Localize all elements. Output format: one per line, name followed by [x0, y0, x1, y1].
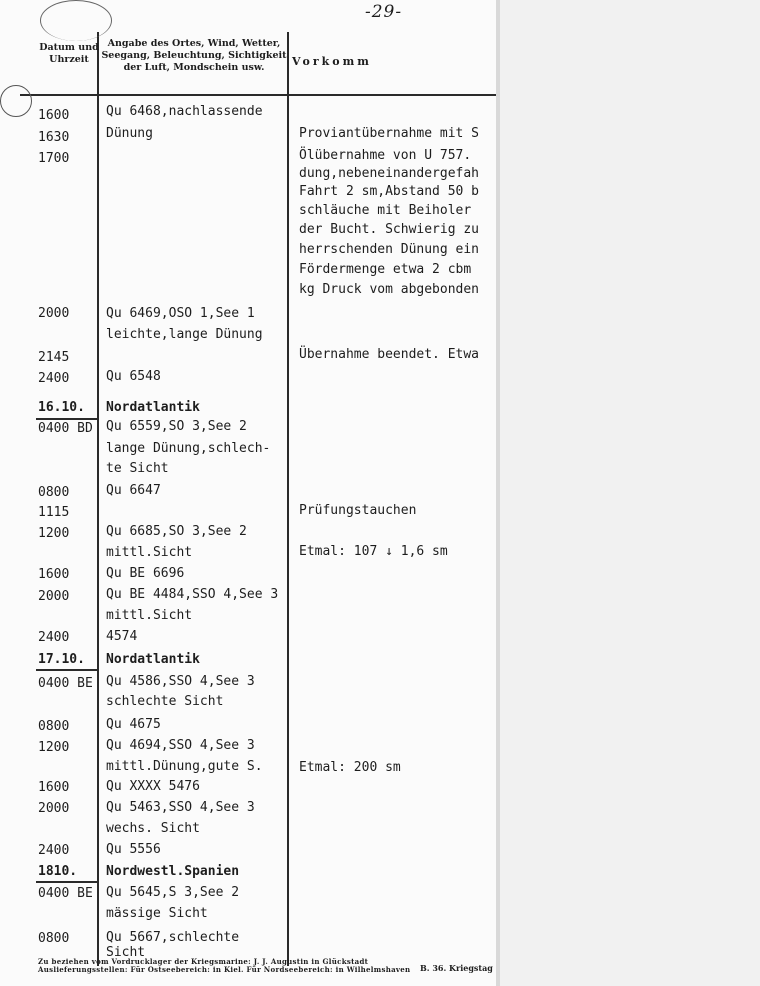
location-cell: Dünung — [106, 126, 153, 141]
date-underline — [36, 418, 98, 420]
location-cell: Qu 6559,SO 3,See 2 — [106, 419, 247, 434]
event-cell: schläuche mit Beiholer — [299, 203, 472, 218]
event-cell: Fahrt 2 sm,Abstand 50 b — [299, 184, 480, 199]
event-cell: herrschenden Dünung ein — [299, 242, 480, 257]
header-rule — [20, 94, 500, 96]
location-cell: Qu 5667,schlechte — [106, 930, 240, 945]
event-cell: Fördermenge etwa 2 cbm — [299, 262, 472, 277]
location-cell: leichte,lange Dünung — [106, 327, 263, 342]
time-cell: 0800 — [38, 485, 70, 500]
time-cell: 2000 — [38, 801, 70, 816]
location-cell: Qu 6468,nachlassende — [106, 104, 263, 119]
location-cell: Qu 4675 — [106, 717, 161, 732]
time-cell: 0400 BE — [38, 676, 93, 691]
footer-line: Zu beziehen vom Vordrucklager der Kriegsmarine: J. J. Augustin in Glückstadt — [38, 957, 369, 966]
day-date: 16.10. — [38, 400, 85, 415]
event-cell: der Bucht. Schwierig zu — [299, 222, 480, 237]
page-number: -29- — [365, 2, 403, 22]
location-cell: Sicht — [106, 945, 146, 960]
time-cell: 1600 — [38, 108, 70, 123]
event-cell: Proviantübernahme mit S — [299, 126, 480, 141]
location-cell: Qu 5556 — [106, 842, 161, 857]
date-underline — [36, 881, 98, 883]
time-cell: 2400 — [38, 843, 70, 858]
pen-scribble-top — [40, 0, 112, 41]
time-cell: 2000 — [38, 589, 70, 604]
event-cell: Übernahme beendet. Etwa — [299, 347, 480, 362]
time-cell: 1200 — [38, 740, 70, 755]
time-cell: 0800 — [38, 931, 70, 946]
time-cell: 1700 — [38, 151, 70, 166]
location-cell: schlechte Sicht — [106, 694, 224, 709]
day-date: 1810. — [38, 864, 78, 879]
location-cell: te Sicht — [106, 461, 169, 476]
day-area: Nordwestl.Spanien — [106, 864, 240, 879]
time-cell: 0400 BE — [38, 886, 93, 901]
location-cell: Qu 5645,S 3,See 2 — [106, 885, 240, 900]
event-cell: dung,nebeneinandergefah — [299, 166, 480, 181]
time-cell: 0800 — [38, 719, 70, 734]
location-cell: Qu 6469,OSO 1,See 1 — [106, 306, 255, 321]
column-divider-1 — [97, 32, 99, 966]
location-cell: Qu 6548 — [106, 369, 161, 384]
day-date: 17.10. — [38, 652, 85, 667]
pen-scribble — [0, 85, 32, 117]
time-cell: 1600 — [38, 567, 70, 582]
time-cell: 1600 — [38, 780, 70, 795]
day-area: Nordatlantik — [106, 400, 200, 415]
event-cell: kg Druck vom abgebonden — [299, 282, 480, 297]
time-cell: 1115 — [38, 505, 70, 520]
header-events: Vorkomm — [292, 55, 372, 68]
location-cell: mässige Sicht — [106, 906, 208, 921]
location-cell: lange Dünung,schlech- — [106, 441, 271, 456]
location-cell: Qu 4694,SSO 4,See 3 — [106, 738, 255, 753]
location-cell: Qu BE 6696 — [106, 566, 185, 581]
event-cell: Etmal: 200 sm — [299, 760, 401, 775]
time-cell: 2400 — [38, 371, 70, 386]
time-cell: 2145 — [38, 350, 70, 365]
day-area: Nordatlantik — [106, 652, 200, 667]
location-cell: mittl.Sicht — [106, 545, 193, 560]
event-cell: Prüfungstauchen — [299, 503, 417, 518]
form-code: B. 36. Kriegstag — [420, 963, 493, 973]
location-cell: Qu 6647 — [106, 483, 161, 498]
location-cell: Qu 5463,SSO 4,See 3 — [106, 800, 255, 815]
location-cell: mittl.Sicht — [106, 608, 193, 623]
time-cell: 0400 BD — [38, 421, 93, 436]
date-underline — [36, 669, 98, 671]
event-cell: Ölübernahme von U 757. — [299, 148, 472, 163]
time-cell: 2400 — [38, 630, 70, 645]
column-divider-2 — [287, 32, 289, 966]
time-cell: 2000 — [38, 306, 70, 321]
location-cell: 4574 — [106, 629, 138, 644]
event-cell: Etmal: 107 ↓ 1,6 sm — [299, 544, 448, 559]
header-location-weather: Angabe des Ortes, Wind, Wetter, Seegang, Beleuchtung, Sichtigkeit der Luft, Mondschein usw. — [101, 38, 287, 73]
location-cell: Qu XXXX 5476 — [106, 779, 200, 794]
time-cell: 1200 — [38, 526, 70, 541]
location-cell: Qu BE 4484,SSO 4,See 3 — [106, 587, 279, 602]
location-cell: wechs. Sicht — [106, 821, 200, 836]
footer-line: Auslieferungsstellen: Für Ostseebereich: in Kiel. Für Nordseebereich: in Wilhelmshaven — [38, 965, 411, 974]
location-cell: Qu 6685,SO 3,See 2 — [106, 524, 247, 539]
time-cell: 1630 — [38, 130, 70, 145]
location-cell: Qu 4586,SSO 4,See 3 — [106, 674, 255, 689]
header-date-time: Datum und Uhrzeit — [39, 42, 99, 65]
location-cell: mittl.Dünung,gute S. — [106, 759, 263, 774]
